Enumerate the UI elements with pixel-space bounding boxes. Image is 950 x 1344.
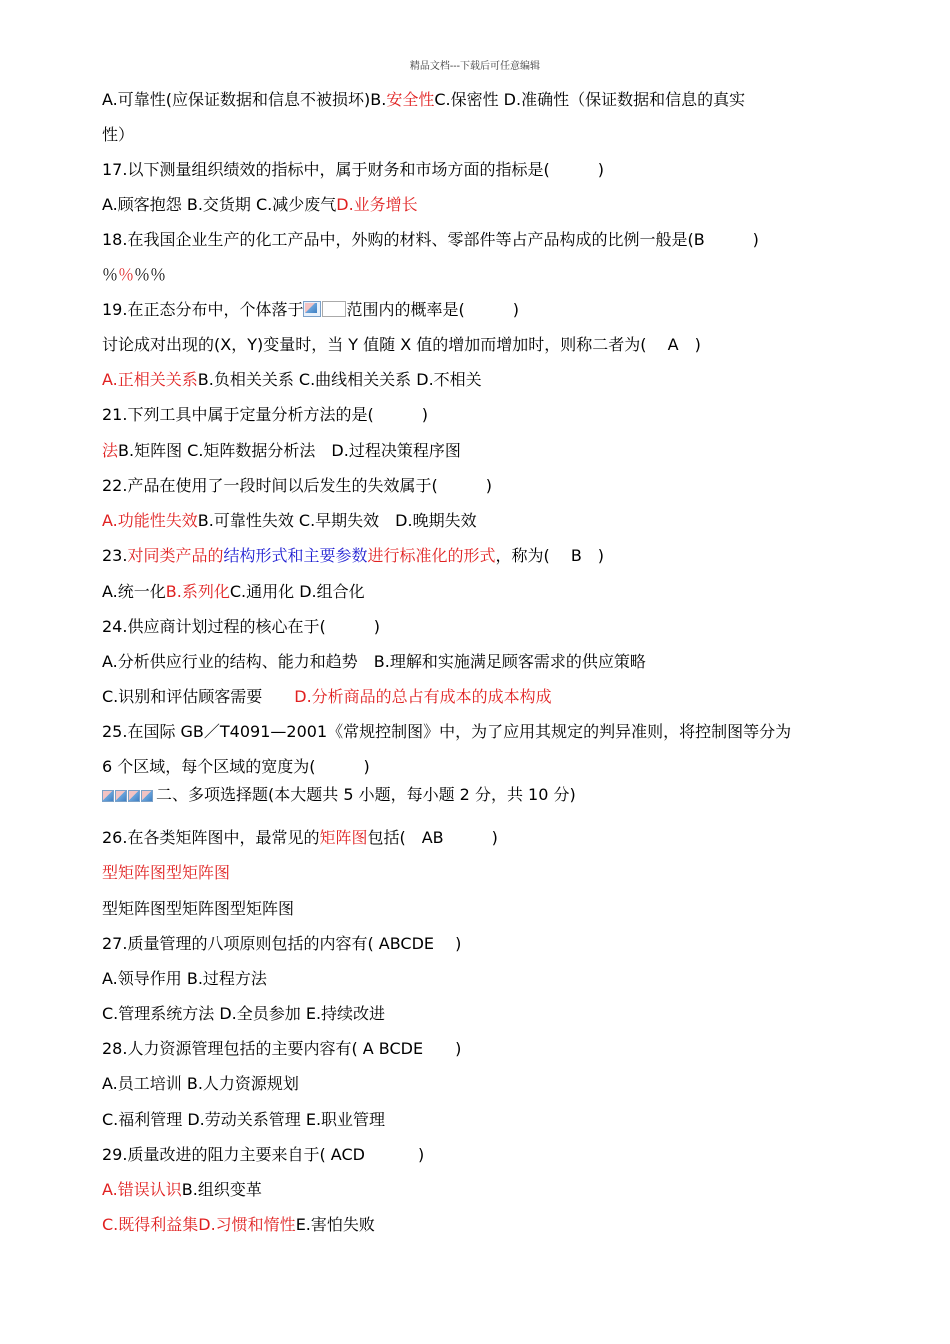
text: ％	[102, 265, 119, 284]
answer-text: A.功能性失效	[102, 511, 198, 530]
option-line-22	[102, 510, 477, 532]
section-heading	[102, 784, 576, 808]
option-line-28a: A.员工培训 B.人力资源规划	[102, 1074, 299, 1093]
question-23	[102, 545, 604, 567]
text: C.识别和评估顾客需要	[102, 687, 295, 706]
question-25-cont: 6 个区域，每个区域的宽度为( )	[102, 757, 370, 776]
answer-text: A.正相关关系	[102, 370, 198, 389]
option-line-18	[102, 264, 166, 286]
question-18: 18.在我国企业生产的化工产品中，外购的材料、零部件等占产品构成的比例一般是(B )	[102, 230, 759, 249]
text: 包括( AB )	[367, 828, 498, 847]
option-line-24a: A.分析供应行业的结构、能力和趋势 B.理解和实施满足顾客需求的供应策略	[102, 652, 646, 671]
question-17: 17.以下测量组织绩效的指标中，属于财务和市场方面的指标是( )	[102, 160, 604, 179]
question-22: 22.产品在使用了一段时间以后发生的失效属于( )	[102, 476, 492, 495]
option-line-16-cont: 性）	[102, 125, 135, 144]
question-26	[102, 827, 498, 849]
option-line-16	[102, 89, 745, 111]
answer-text: A.错误认识	[102, 1180, 182, 1199]
text: C.通用化 D.组合化	[229, 582, 365, 601]
page-header: 精品文档---下载后可任意编辑	[409, 61, 541, 72]
text: A.可靠性(应保证数据和信息不被损坏)B.	[102, 90, 387, 109]
text: ，称为( B )	[495, 546, 605, 565]
answer-text: 法	[102, 441, 119, 460]
question-21: 21.下列工具中属于定量分析方法的是( )	[102, 405, 428, 424]
question-20: 讨论成对出现的(X，Y)变量时，当 Y 值随 X 值的增加而增加时，则称二者为( A )	[102, 335, 701, 354]
text: B.组织变革	[181, 1180, 262, 1199]
text: 二、多项选择题(本大题共 5 小题，每小题 2 分，共 10 分)	[156, 785, 576, 804]
text: C.保密性 D.准确性（保证数据和信息的真实	[434, 90, 746, 109]
option-line-20	[102, 369, 482, 391]
answer-text: B.系列化	[165, 582, 230, 601]
answer-text: 矩阵图	[319, 828, 368, 847]
option-line-28b: C.福利管理 D.劳动关系管理 E.职业管理	[102, 1110, 386, 1129]
question-24: 24.供应商计划过程的核心在于( )	[102, 617, 380, 636]
answer-text: D.业务增长	[336, 195, 418, 214]
answer-text: ％	[118, 265, 135, 284]
text: ％％	[134, 265, 167, 284]
option-line-26b: 型矩阵图型矩阵图型矩阵图	[102, 899, 295, 918]
answer-text: C.既得利益集	[102, 1215, 199, 1234]
text: B.矩阵图 C.矩阵数据分析法 D.过程决策程序图	[118, 441, 461, 460]
question-28: 28.人力资源管理包括的主要内容有( A BCDE )	[102, 1039, 462, 1058]
highlight-text: 结构形式和主要参数	[223, 546, 368, 565]
broken-image-icon	[303, 301, 321, 317]
text: 范围内的概率是( )	[346, 300, 519, 319]
option-line-29b	[102, 1214, 375, 1236]
option-line-29a	[102, 1179, 262, 1201]
answer-text: 对同类产品的	[127, 546, 224, 565]
image-placeholder	[322, 301, 346, 317]
text: E.害怕失败	[295, 1215, 375, 1234]
text: B.负相关关系 C.曲线相关关系 D.不相关	[197, 370, 482, 389]
text: 26.在各类矩阵图中，最常见的	[102, 828, 320, 847]
option-line-27a: A.领导作用 B.过程方法	[102, 969, 267, 988]
text: B.可靠性失效 C.早期失效 D.晚期失效	[197, 511, 477, 530]
option-line-24b	[102, 686, 552, 708]
option-line-26a: 型矩阵图型矩阵图	[102, 863, 231, 882]
question-29: 29.质量改进的阻力主要来自于( ACD )	[102, 1145, 425, 1164]
question-25: 25.在国际 GB／T4091—2001《常规控制图》中，为了应用其规定的判异准则，将控制图等分为	[102, 722, 792, 741]
question-19	[102, 299, 519, 321]
text: A.顾客抱怨 B.交货期 C.减少废气	[102, 195, 337, 214]
question-27: 27.质量管理的八项原则包括的内容有( ABCDE )	[102, 934, 462, 953]
answer-text: D.分析商品的总占有成本的成本构成	[294, 687, 552, 706]
option-line-27b: C.管理系统方法 D.全员参加 E.持续改进	[102, 1004, 386, 1023]
broken-image-icons	[102, 786, 154, 808]
text: 23.	[102, 546, 128, 565]
option-line-17	[102, 194, 418, 216]
text: 19.在正态分布中，个体落于	[102, 300, 304, 319]
answer-text: 进行标准化的形式	[367, 546, 496, 565]
answer-text: 安全性	[386, 90, 435, 109]
option-line-23	[102, 581, 365, 603]
text: A.统一化	[102, 582, 166, 601]
option-line-21	[102, 440, 461, 462]
answer-text: D.习惯和惰性	[198, 1215, 296, 1234]
